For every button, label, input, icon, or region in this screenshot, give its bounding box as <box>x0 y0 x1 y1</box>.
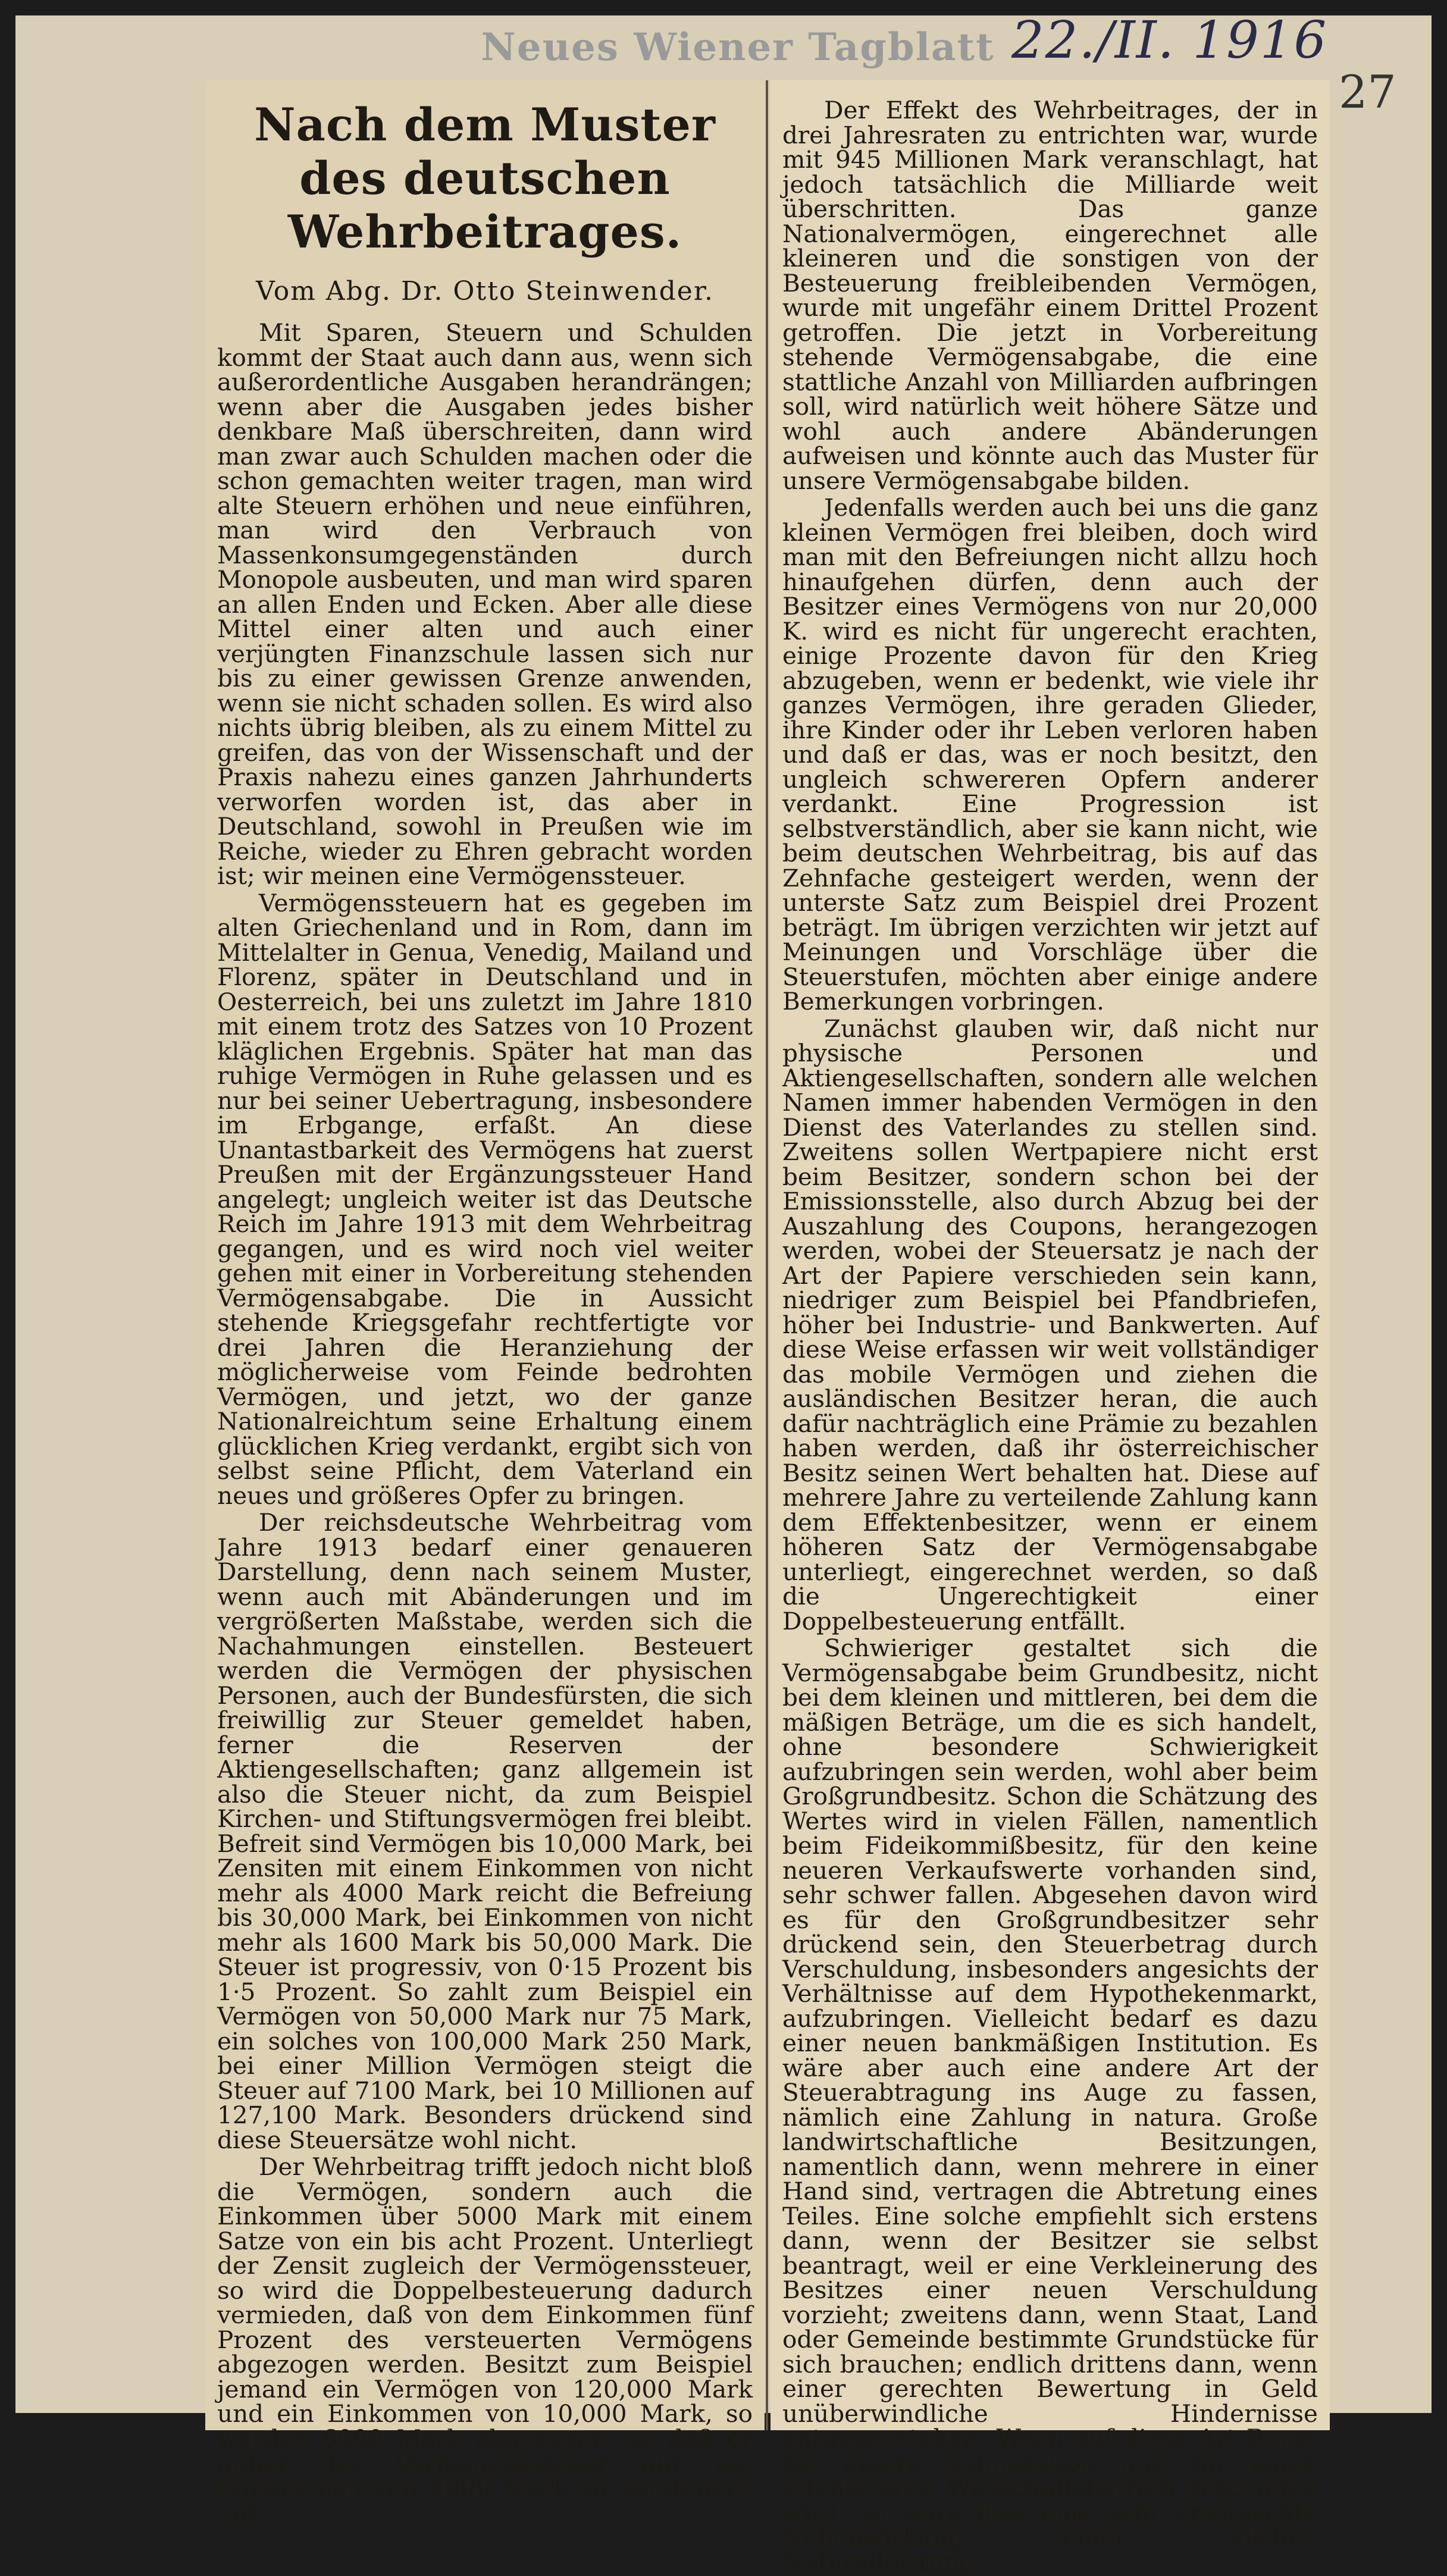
paragraph: Schwieriger gestaltet sich die Vermögensabgabe beim Grundbesitz, nicht bei dem kleinen und mittleren, bei dem die mäßigen Beträge, um die es sich handelt, ohne besondere Schwierigkeit aufzubringen sein werden, wohl aber beim Großgrundbesitz. Schon die Schätzung des Wertes wird in vielen Fällen, namentlich beim Fideikommißbesitz, für den keine neueren Verkaufswerte vorhanden sind, sehr schwer fallen. Abgesehen davon wird es für den Großgrundbesitzer sehr drückend sein, den Steuerbetrag durch Verschuldung, insbesonders angesichts der Verhältnisse auf dem Hypothekenmarkt, aufzubringen. Vielleicht bedarf es dazu einer neuen bankmäßigen Institution. Es wäre aber auch eine andere Art der Steuerabtragung ins Auge zu fassen, nämlich eine Zahlung in natura. Große landwirtschaftliche Besitzungen, namentlich dann, wenn mehrere in einer Hand sind, vertragen die Abtretung eines Teiles. Eine solche empfiehlt sich erstens dann, wenn der Besitzer sie selbst beantragt, weil er eine Verkleinerung des Besitzes einer neuen Verschuldung vorzieht; zweitens dann, wenn Staat, Land oder Gemeinde bestimmte Grundstücke für sich brauchen; endlich drittens dann, wenn einer gerechten Bewertung in Geld unüberwindliche Hindernisse entgegenstehen. Wenn auf diese Art Raum für innere Kolonisation und für einen intensiveren Wirtschaftsbetrieb geschaffen wird, so wäre dies eine sehr erwünschte Nebenwirkung einer solchen Naturalleistung. <box>782 1634 1318 2576</box>
handwritten-date: 22./II. 1916 <box>1011 11 1328 70</box>
column-divider <box>766 80 768 2430</box>
paragraph: Der Effekt des Wehrbeitrages, der in drei Jahresraten zu entrichten war, wurde mit 945 Millionen Mark veranschlagt, hat jedoch tatsächlich die Milliarde weit überschritten. Das ganze Nationalvermögen, eingerechnet alle kleineren und die sonstigen von der Besteuerung freibleibenden Vermögen, wurde mit ungefähr einem Drittel Prozent getroffen. Die jetzt in Vorbereitung stehende Vermögensabgabe, die eine stattliche Anzahl von Milliarden aufbringen soll, wird natürlich weit höhere Sätze und wohl auch andere Abänderungen aufweisen und könnte auch das Muster für unsere Vermögensabgabe bilden. <box>782 96 1318 495</box>
paragraph: Der reichsdeutsche Wehrbeitrag vom Jahre 1913 bedarf einer genaueren Darstellung, denn nach seinem Muster, wenn auch mit Abänderungen und im vergrößerten Maßstabe, werden sich die Nachahmungen einstellen. Besteuert werden die Vermögen der physischen Personen, auch der Bundesfürsten, die sich freiwillig zur Steuer gemeldet haben, ferner die Reserven der Aktiengesellschaften; ganz allgemein ist also die Steuer nicht, da zum Beispiel Kirchen- und Stiftungsvermögen frei bleibt. Befreit sind Vermögen bis 10,000 Mark, bei Zensiten mit einem Einkommen von nicht mehr als 4000 Mark reicht die Befreiung bis 30,000 Mark, bei Einkommen von nicht mehr als 1600 Mark bis 50,000 Mark. Die Steuer ist progressiv, von 0·15 Prozent bis 1·5 Prozent. So zahlt zum Beispiel ein Vermögen von 50,000 Mark nur 75 Mark, ein solches von 100,000 Mark 250 Mark, bei einer Million Vermögen steigt die Steuer auf 7100 Mark, bei 10 Millionen auf 127,100 Mark. Besonders drückend sind diese Steuersätze wohl nicht. <box>217 1508 753 2154</box>
page-number: 27 <box>1339 65 1396 118</box>
article-headline: Nach dem Muster des deutschen Wehrbeitrages. <box>254 98 716 258</box>
paragraph: Zunächst glauben wir, daß nicht nur physische Personen und Aktiengesellschaften, sondern alle welchen Namen immer habenden Vermögen in den Dienst des Vaterlandes zu stellen sind. Zweitens sollen Wertpapiere nicht erst beim Besitzer, sondern schon bei der Emissionsstelle, also durch Abzug bei der Auszahlung des Coupons, herangezogen werden, wobei der Steuersatz je nach der Art der Papiere verschieden sein kann, niedriger zum Beispiel bei Pfandbriefen, höher bei Industrie- und Bankwerten. Auf diese Weise erfassen wir weit vollständiger das mobile Vermögen und ziehen die ausländischen Besitzer heran, die auch dafür nachträglich eine Prämie zu bezahlen haben werden, daß ihr österreichischer Besitz seinen Wert behalten hat. Diese auf mehrere Jahre zu verteilende Zahlung kann dem Effektenbesitzer, wenn er einem höheren Satz der Vermögensabgabe unterliegt, eingerechnet werden, so daß die Ungerechtigkeit einer Doppelbesteuerung entfällt. <box>782 1014 1318 1635</box>
article-byline: Vom Abg. Dr. Otto Steinwender. <box>255 276 715 306</box>
newspaper-stamp: Neues Wiener Tagblatt <box>481 25 995 70</box>
paragraph: Jedenfalls werden auch bei uns die ganz kleinen Vermögen frei bleiben, doch wird man mit den Befreiungen nicht allzu hoch hinaufgehen dürfen, denn auch der Besitzer eines Vermögens von nur 20,000 K. wird es nicht für ungerecht erachten, einige Prozente davon für den Krieg abzugeben, wenn er bedenkt, wie viele ihr ganzes Vermögen, ihre geraden Glieder, ihre Kinder oder ihr Leben verloren haben und daß er das, was er noch besitzt, den ungleich schwereren Opfern anderer verdankt. Eine Progression ist selbstverständlich, aber sie kann nicht, wie beim deutschen Wehrbeitrag, bis auf das Zehnfache gesteigert werden, wenn der unterste Satz zum Beispiel drei Prozent beträgt. Im übrigen verzichten wir jetzt auf Meinungen und Vorschläge über die Steuerstufen, möchten aber einige andere Bemerkungen vorbringen. <box>782 493 1318 1016</box>
article-column-right <box>771 80 1330 2576</box>
paragraph: Vermögenssteuern hat es gegeben im alten Griechenland und in Rom, dann im Mittelalter in Genua, Venedig, Mailand und Florenz, später in Deutschland und in Oesterreich, bei uns zuletzt im Jahre 1810 mit einem trotz des Satzes von 10 Prozent kläglichen Ergebnis. Später hat man das ruhige Vermögen in Ruhe gelassen und es nur bei seiner Uebertragung, insbesondere im Erbgange, erfaßt. An diese Unantastbarkeit des Vermögens hat zuerst Preußen mit der Ergänzungssteuer Hand angelegt; ungleich weiter ist das Deutsche Reich im Jahre 1913 mit dem Wehrbeitrag gegangen, und es wird noch viel weiter gehen mit einer in Vorbereitung stehenden Vermögensabgabe. Die in Aussicht stehende Kriegsgefahr rechtfertigte vor drei Jahren die Heranziehung der möglicherweise vom Feinde bedrohten Vermögen, und jetzt, wo der ganze Nationalreichtum seine Erhaltung einem glücklichen Krieg verdankt, ergibt sich von selbst seine Pflicht, dem Vaterland ein neues und größeres Opfer zu bringen. <box>217 888 753 1510</box>
article-column-left <box>205 80 765 2527</box>
newspaper-clipping <box>205 80 1330 2576</box>
paragraph: Mit Sparen, Steuern und Schulden kommt der Staat auch dann aus, wenn sich außerordentliche Ausgaben herandrängen; wenn aber die Ausgaben jedes bisher denkbare Maß überschreiten, dann wird man zwar auch Schulden machen oder die schon gemachten weiter tragen, man wird alte Steuern erhöhen und neue einführen, man wird den Verbrauch von Massenkonsumgegenständen durch Monopole ausbeuten, und man wird sparen an allen Enden und Ecken. Aber alle diese Mittel einer alten und auch einer verjüngten Finanzschule lassen sich nur bis zu einer gewissen Grenze anwenden, wenn sie nicht schaden sollen. Es wird also nichts übrig bleiben, als zu einem Mittel zu greifen, das von der Wissenschaft und der Praxis nahezu eines ganzen Jahrhunderts verworfen worden ist, das aber in Deutschland, sowohl in Preußen wie im Reiche, wieder zu Ehren gebracht worden ist; wir meinen eine Vermögenssteuer. <box>217 318 753 890</box>
paragraph: Der Wehrbeitrag trifft jedoch nicht bloß die Vermögen, sondern auch die Einkommen über 5000 Mark mit einem Satze von ein bis acht Prozent. Unterliegt der Zensit zugleich der Vermögenssteuer, so wird die Doppelbesteuerung dadurch vermieden, daß von dem Einkommen fünf Prozent des versteuerten Vermögens abgezogen werden. Besitzt zum Beispiel jemand ein Vermögen von 120,000 Mark und ein Einkommen von 10,000 Mark, so werden 6000 Mark abgezogen, so daß er außer der Vermögenssteuer nur ein Einkommen von 4000 Mark zu versteuern hat. <box>217 2152 753 2527</box>
